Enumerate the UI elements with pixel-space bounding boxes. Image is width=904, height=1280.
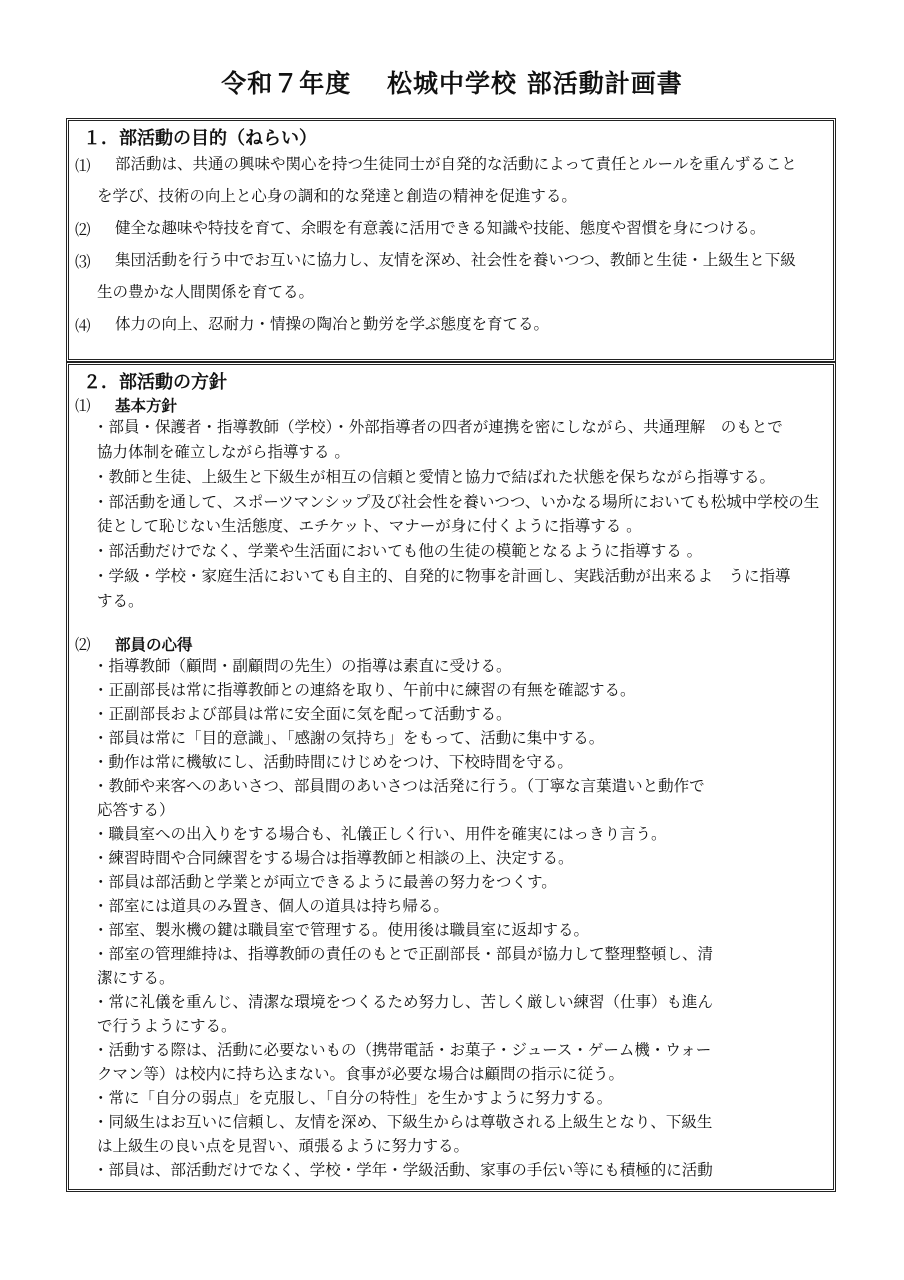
rule-line: ・同級生はお互いに信頼し、友情を深め、下級生からは尊敬される上級生となり、下級生 bbox=[93, 1113, 713, 1131]
subsection-member-rules-title: 部員の心得 bbox=[115, 636, 193, 654]
item-text: 体力の向上、忍耐力・情操の陶冶と勤労を学ぶ態度を育てる。 bbox=[115, 315, 550, 333]
rule-line: ・職員室への出入りをする場合も、礼儀正しく行い、用件を確実にはっきり言う。 bbox=[93, 825, 667, 843]
rule-line: ・常に礼儀を重んじ、清潔な環境をつくるため努力し、苦しく厳しい練習（仕事）も進ん bbox=[93, 993, 714, 1011]
policy-line: 徒として恥じない生活態度、エチケット、マナーが身に付くように指導する 。 bbox=[97, 517, 642, 535]
rule-line: ・部員は常に「目的意識」、「感謝の気持ち」をもって、活動に集中する。 bbox=[93, 729, 605, 747]
section-policy-box bbox=[66, 362, 836, 1192]
item-number: ⑷ bbox=[75, 317, 91, 335]
rule-line: で行うようにする。 bbox=[97, 1017, 237, 1035]
item-number: ⑶ bbox=[75, 253, 91, 271]
rule-line: ・指導教師（顧問・副顧問の先生）の指導は素直に受ける。 bbox=[93, 657, 512, 675]
rule-line: は上級生の良い点を見習い、頑張るように努力する。 bbox=[97, 1137, 470, 1155]
rule-line: 応答する） bbox=[97, 801, 175, 819]
item-number: ⑴ bbox=[75, 157, 91, 175]
policy-line: ・部活動を通して、スポーツマンシップ及び社会性を養いつつ、いかなる場所においても松城中学校の生 bbox=[93, 493, 820, 511]
policy-line: 協力体制を確立しながら指導する 。 bbox=[97, 443, 350, 461]
policy-line: する。 bbox=[97, 592, 144, 610]
rule-line: ・部室には道具のみ置き、個人の道具は持ち帰る。 bbox=[93, 897, 449, 915]
rule-line: ・正副部長および部員は常に安全面に気を配って活動する。 bbox=[93, 705, 512, 723]
subsection-number: ⑴ bbox=[75, 397, 91, 415]
rule-line: クマン等）は校内に持ち込まない。食事が必要な場合は顧問の指示に従う。 bbox=[97, 1065, 625, 1083]
rule-line: ・部員は、部活動だけでなく、学校・学年・学級活動、家事の手伝い等にも積極的に活動 bbox=[93, 1161, 713, 1179]
item-text: 集団活動を行う中でお互いに協力し、友情を深め、社会性を養いつつ、教師と生徒・上級生と下級 bbox=[115, 251, 796, 269]
item-text: 生の豊かな人間関係を育てる。 bbox=[97, 283, 315, 301]
rule-line: ・正副部長は常に指導教師との連絡を取り、午前中に練習の有無を確認する。 bbox=[93, 681, 636, 699]
rule-line: ・部室の管理維持は、指導教師の責任のもとで正副部長・部員が協力して整理整頓し、清 bbox=[93, 945, 714, 963]
policy-line: ・学級・学校・家庭生活においても自主的、自発的に物事を計画し、実践活動が出来るよ うに指導 bbox=[93, 567, 791, 585]
rule-line: ・活動する際は、活動に必要ないもの（携帯電話・お菓子・ジュース・ゲーム機・ウォー bbox=[93, 1041, 712, 1059]
subsection-number: ⑵ bbox=[75, 636, 91, 654]
section-purpose-box bbox=[66, 118, 836, 362]
item-text: を学び、技術の向上と心身の調和的な発達と創造の精神を促進する。 bbox=[97, 187, 577, 205]
rule-line: 潔にする。 bbox=[97, 969, 175, 987]
subsection-basic-policy-title: 基本方針 bbox=[115, 397, 178, 415]
rule-line: ・練習時間や合同練習をする場合は指導教師と相談の上、決定する。 bbox=[93, 849, 574, 867]
item-text: 部活動は、共通の興味や関心を持つ生徒同士が自発的な活動によって責任とルールを重んずること bbox=[115, 155, 797, 173]
rule-line: ・部員は部活動と学業とが両立できるように最善の努力をつくす。 bbox=[93, 873, 557, 891]
document-title: 令和７年度 松城中学校 部活動計画書 bbox=[221, 69, 683, 98]
policy-line: ・教師と生徒、上級生と下級生が相互の信頼と愛情と協力で結ばれた状態を保ちながら指導する。 bbox=[93, 468, 776, 486]
section-purpose-heading: １．部活動の目的（ねらい） bbox=[83, 128, 317, 149]
item-text: 健全な趣味や特技を育て、余暇を有意義に活用できる知識や技能、態度や習慣を身につける。 bbox=[115, 219, 766, 237]
rule-line: ・部室、製氷機の鍵は職員室で管理する。使用後は職員室に返却する。 bbox=[93, 921, 590, 939]
item-number: ⑵ bbox=[75, 221, 91, 239]
policy-line: ・部員・保護者・指導教師（学校）・外部指導者の四者が連携を密にしながら、共通理解 のもとで bbox=[93, 418, 783, 436]
section-policy-heading: ２．部活動の方針 bbox=[83, 372, 227, 393]
rule-line: ・教師や来客へのあいさつ、部員間のあいさつは活発に行う。（丁寧な言葉遣いと動作で bbox=[93, 777, 705, 795]
rule-line: ・動作は常に機敏にし、活動時間にけじめをつけ、下校時間を守る。 bbox=[93, 753, 573, 771]
rule-line: ・常に「自分の弱点」を克服し、「自分の特性」を生かすように努力する。 bbox=[93, 1089, 613, 1107]
policy-line: ・部活動だけでなく、学業や生活面においても他の生徒の模範となるように指導する 。 bbox=[93, 542, 703, 560]
